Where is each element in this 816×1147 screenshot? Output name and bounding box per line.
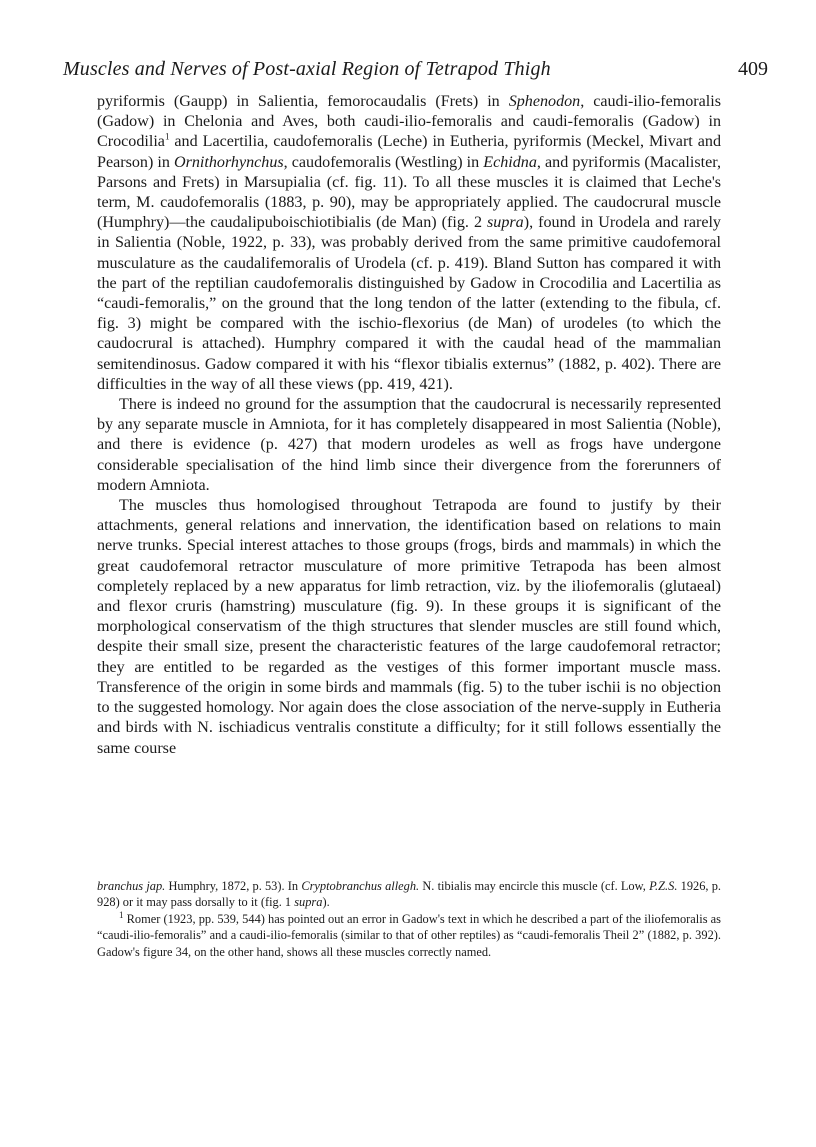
paragraph <box>97 92 721 395</box>
text-run: and Lacertilia, caudofemoralis (Leche) in Eutheria, pyriformis (Meckel, Mivart and Pearson) in <box>97 133 721 171</box>
italic-run: Cryptobranchus allegh. <box>301 879 420 893</box>
footnote-marker: 1 <box>164 132 170 143</box>
page-number: 409 <box>738 58 768 80</box>
italic-run: Sphenodon <box>508 93 581 110</box>
text-run: , caudi-ilio-femoralis (Gadow) in Chelonia and Aves, both caudi-ilio-femoralis and caudi-femoralis (Gadow) in Crocodilia <box>97 93 721 151</box>
text-run: There is indeed no ground for the assumption that the caudocrural is necessarily represented by any separate muscle in Amniota, for it has completely disappeared in most Salientia (Noble), and there is evidence (p. 427) that modern urodeles as well as frogs have undergone considerable specialisation of the hind limb since their divergence from the forerunners of modern Amniota. <box>97 396 721 494</box>
italic-run: P.Z.S. <box>649 879 678 893</box>
text-run: Romer (1923, pp. 539, 544) has pointed out an error in Gadow's text in which he described a part of the iliofemoralis as “caudi-ilio-femoralis” and a caudi-ilio-femoralis (similar to that of other reptiles) as “caudi-femoralis Theil 2” (1882, p. 392). Gadow's figure 34, on the other hand, shows all these muscles correctly named. <box>97 911 721 959</box>
italic-run: supra <box>294 895 323 910</box>
footnotes <box>97 878 721 960</box>
footnote-1 <box>97 911 721 960</box>
paragraph <box>97 496 721 759</box>
italic-run: supra <box>487 214 524 232</box>
text-run: , and pyriformis (Macalister, Parsons and Frets) in Marsupialia (cf. fig. 11). To all these muscles it is claimed that Leche's term, M. caudofemoralis (1883, p. 90), may be appropriately applied. The caudocrural muscle (Humphry)—the caudalipuboischiotibialis (de Man) (fig. 2 <box>97 153 721 232</box>
text-run: The muscles thus homologised throughout Tetrapoda are found to justify by their attachments, general relations and innervation, the identification based on relations to main nerve trunks. Special interest attaches to those groups (frogs, birds and mammals) in which the great caudofemoral retractor musculature of more primitive Tetrapoda has been almost completely replaced by a new apparatus for limb retraction, viz. by the iliofemoralis (glutaeal) and flexor cruris (hamstring) musculature (fig. 9). In these groups it is significant of the morphological conservatism of the thigh structures that slender muscles are still found which, despite their small size, present the characteristic features of the large caudofemoral retractor; they are entitled to be regarded as the vestiges of this former important muscle mass. Transference of the origin in some birds and mammals (fig. 5) to the tuber ischii is no objection to the suggested homology. Nor again does the close association of the nerve-supply in Eutheria and birds with N. ischiadicus ventralis constitute a difficulty; for it still follows essentially the same course <box>97 497 721 757</box>
text-run: Humphry, 1872, p. 53). In <box>165 879 302 893</box>
text-run: , caudofemoralis (Westling) in <box>283 153 484 171</box>
footnote-marker: 1 <box>119 909 124 920</box>
running-title: Muscles and Nerves of Post-axial Region of Tetrapod Thigh <box>63 58 551 80</box>
page-header <box>63 58 768 88</box>
text-run: pyriformis (Gaupp) in Salientia, femorocaudalis (Frets) in <box>97 93 509 110</box>
italic-run: branchus jap. <box>97 879 166 893</box>
paragraph <box>97 395 721 496</box>
body-text <box>97 92 721 759</box>
text-run: ), found in Urodela and rarely in Salientia (Noble, 1922, p. 33), was probably derived from the same primitive caudofemoral musculature as the caudalifemoralis of Urodela (cf. p. 419). Bland Sutton has compared it with the part of the reptilian caudofemoralis distinguished by Gadow in Crocodilia and Lacertilia as “caudi-femoralis,” on the ground that the long tendon of the latter (extending to the fibula, cf. fig. 3) might be compared with the ischio-flexorius (de Man) of urodeles (to which the caudocrural is attached). Humphry compared it with the caudal head of the mammalian semitendinosus. Gadow compared it with his “flexor tibialis externus” (1882, p. 402). There are difficulties in the way of all these views (pp. 419, 421). <box>97 214 721 393</box>
footnote-continuation <box>97 878 721 911</box>
text-run: 1926, p. 928) or it may pass dorsally to it (fig. 1 <box>97 879 722 910</box>
text-run: ). <box>322 895 330 910</box>
italic-run: Echidna <box>483 153 537 171</box>
text-run: N. tibialis may encircle this muscle (cf. Low, <box>419 879 650 893</box>
italic-run: Ornithorhynchus <box>173 153 284 171</box>
